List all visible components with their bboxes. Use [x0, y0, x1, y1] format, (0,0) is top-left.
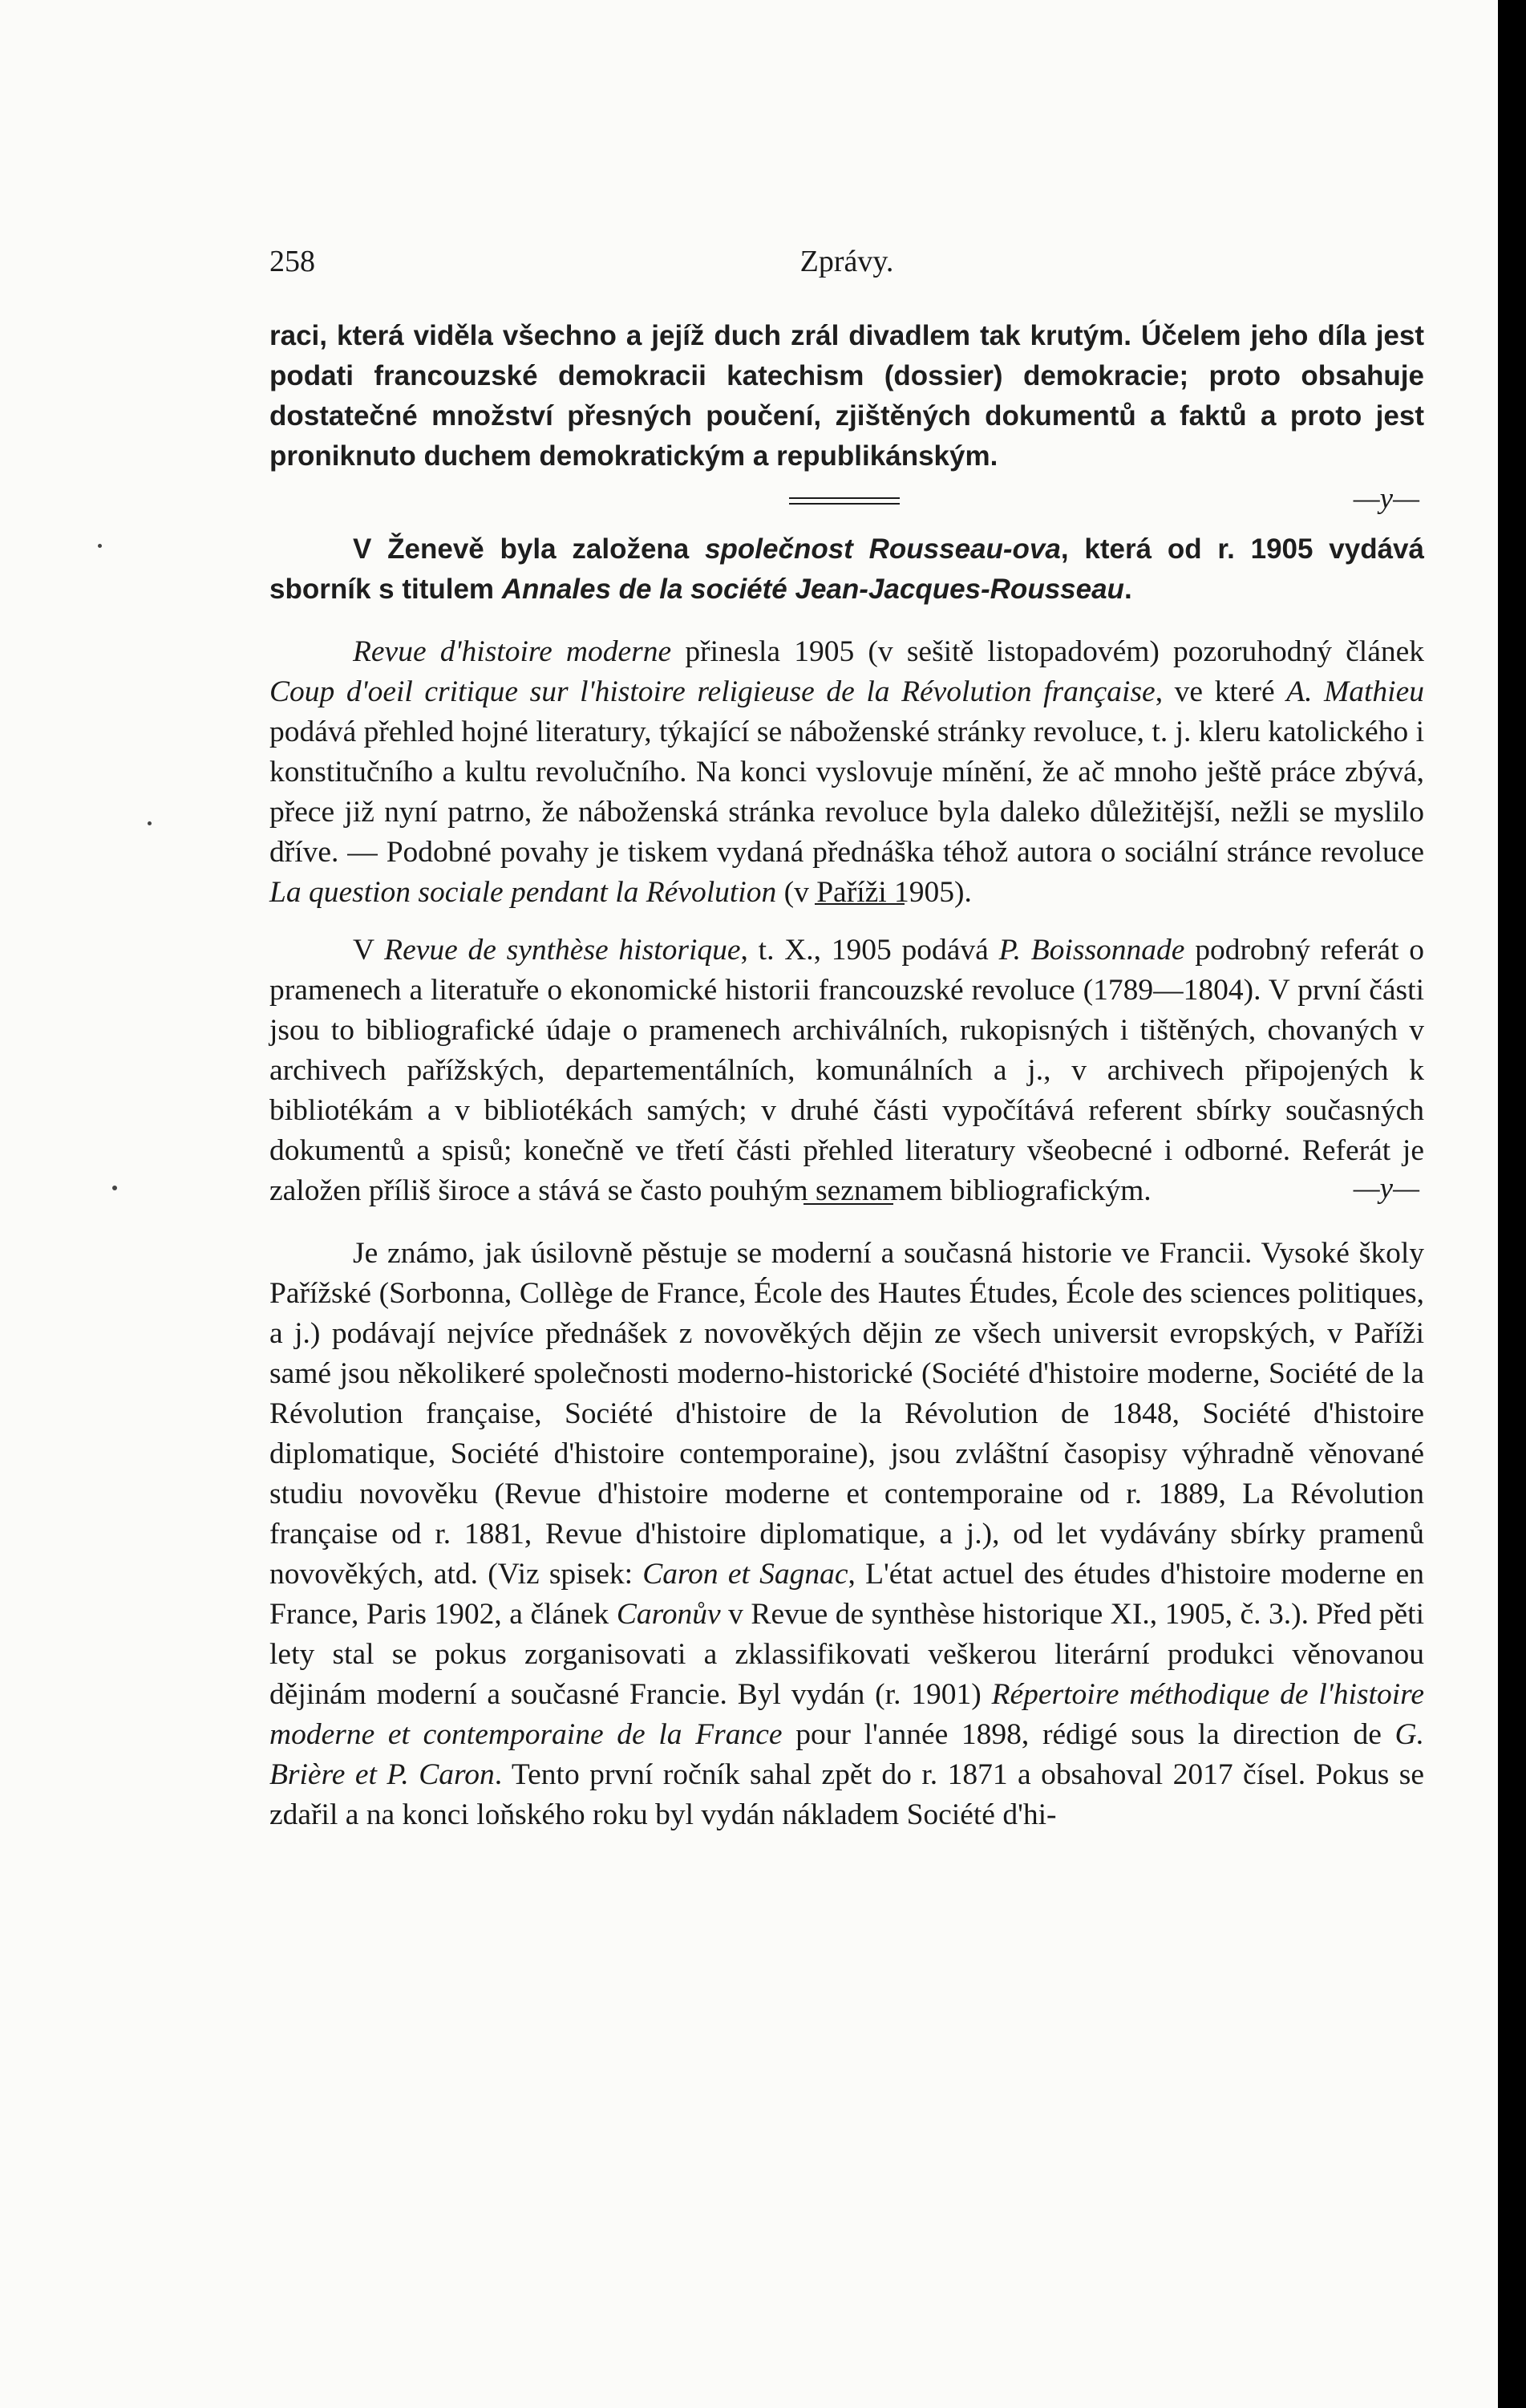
- single-rule: [803, 1203, 893, 1205]
- paragraph-1: raci, která viděla všechno a jejíž duch zrál divadlem tak krutým. Účelem jeho díla jest podati francouzské demokracii katechism (dossier) demokracie; proto obsahuje dostatečné množství přesných poučení, zjištěných dokumentů a faktů a proto jest proniknuto duchem demokratickým a republikánským.: [269, 320, 1424, 472]
- separator-row-1: [269, 483, 1424, 515]
- running-header: [269, 237, 1424, 286]
- running-title: Zprávy.: [799, 245, 894, 278]
- scan-speck: [112, 1186, 117, 1190]
- scan-speck: [98, 544, 102, 548]
- signature-1: —y—: [1353, 482, 1419, 515]
- signature-2: —y—: [1353, 1172, 1419, 1205]
- single-rule: [815, 903, 905, 905]
- paragraph-2: V Ženevě byla založena společnost Rousseau-ova, která od r. 1905 vydává sborník s titulem Annales de la société Jean-Jacques-Rousseau.: [269, 533, 1424, 605]
- separator-row-3: [269, 1172, 1424, 1206]
- double-rule: [789, 497, 900, 499]
- paragraph-4: V Revue de synthèse historique, t. X., 1905 podává P. Boissonnade podrobný referát o pramenech a literatuře o ekonomické historii francouzské revoluce (1789—1804). V první části jsou to bibliografické údaje o pramenech archiválních, rukopisných i tištěných, chovaných v archivech pařížských, departementálních, komunálních a j., v archivech připojených k bibliotékám a v bibliotékách samých; v druhé části vypočítává referent sbírky současných dokumentů a spisů; konečně ve třetí části přehled literatury všeobecné i odborné. Referát je založen příliš široce a stává se často pouhým seznamem bibliografickým.: [269, 934, 1424, 1207]
- page-number: 258: [269, 245, 315, 278]
- page-text: [269, 237, 1424, 1835]
- paragraph-3: Revue d'histoire moderne přinesla 1905 (v sešitě listopadovém) pozoruhodný článek Coup d'oeil critique sur l'histoire religieuse de la Révolution française, ve které A. Mathieu podává přehled hojné literatury, týkající se náboženské stránky revoluce, t. j. kleru katolického i konstitučního a kultu revolučního. Na konci vyslovuje mínění, že ač mnoho ještě práce zbývá, přece již nyní patrno, že náboženská stránka revoluce byla daleko důležitější, nežli se myslilo dříve. — Podobné povahy je tiskem vydaná přednáška téhož autora o sociální stránce revoluce La question sociale pendant la Révolution (v Paříži 1905).: [269, 635, 1424, 909]
- scan-speck: [148, 821, 152, 825]
- separator-row-2: [269, 890, 1424, 914]
- scan-border: [1498, 0, 1526, 2408]
- paragraph-5: Je známo, jak úsilovně pěstuje se moderní a současná historie ve Francii. Vysoké školy Pařížské (Sorbonna, Collège de France, École des Hautes Études, École des sciences politiques, a j.) podávají nejvíce přednášek z novověkých dějin ze všech universit evropských, v Paříži samé jsou několikeré společnosti moderno-historické (Société d'histoire moderne, Société de la Révolution française, Société d'histoire de la Révolution de 1848, Société d'histoire diplomatique, Société d'histoire contemporaine), jsou zvláštní časopisy výhradně věnované studiu novověku (Revue d'histoire moderne et contemporaine od r. 1889, La Révolution française od r. 1881, Revue d'histoire diplomatique, a j.), od let vydávány sbírky pramenů novověkých, atd. (Viz spisek: Caron et Sagnac, L'état actuel des études d'histoire moderne en France, Paris 1902, a článek Caronův v Revue de synthèse historique XI., 1905, č. 3.). Před pěti lety stal se pokus zorganisovati a zklassifikovati veškerou literární produkci věnovanou dějinám moderní a současné Francie. Byl vydán (r. 1901) Répertoire méthodique de l'histoire moderne et contemporaine de la France pour l'année 1898, rédigé sous la direction de G. Brière et P. Caron. Tento první ročník sahal zpět do r. 1871 a obsahoval 2017 čísel. Pokus se zdařil a na konci loňského roku byl vydán nákladem Société d'hi-: [269, 1237, 1425, 1831]
